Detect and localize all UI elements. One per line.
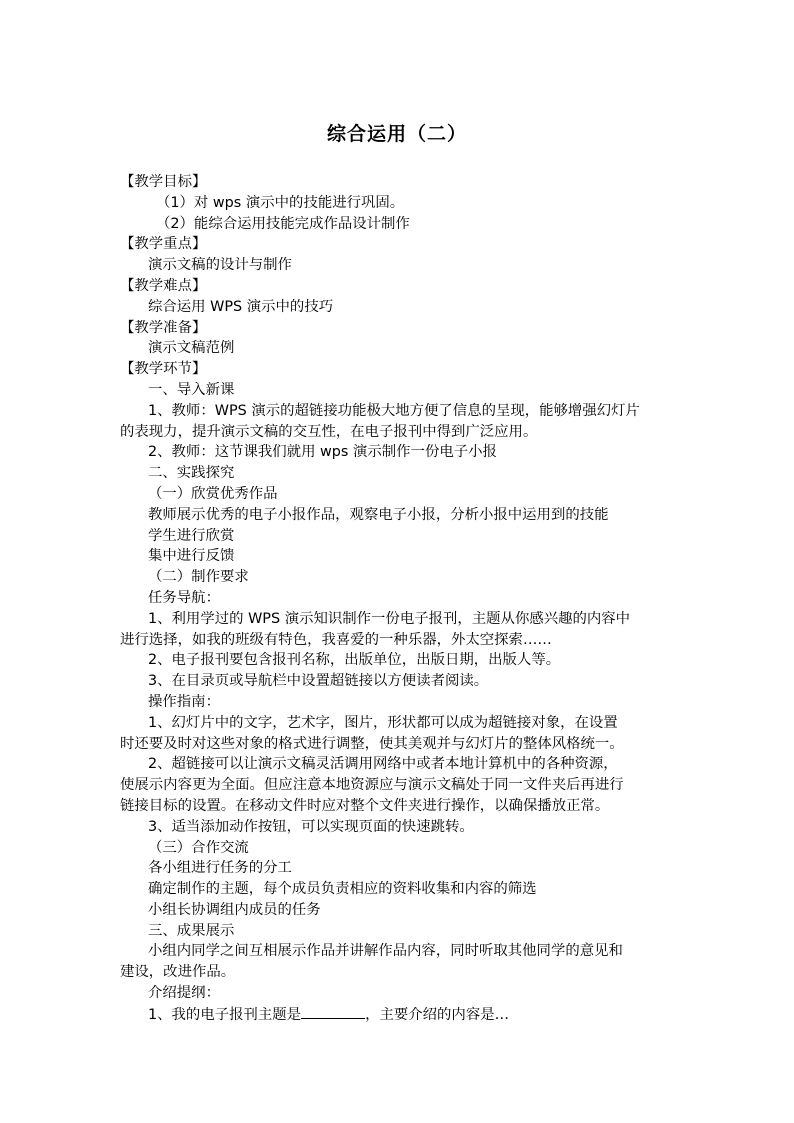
text-line: 演示文稿范例 [148, 340, 235, 357]
text-line: 建设，改进作品。 [120, 964, 236, 981]
section-heading: 【教学重点】 [120, 236, 207, 253]
text-line: 3、在目录页或导航栏中设置超链接以方便读者阅读。 [148, 673, 489, 690]
text-line: 时还要及时对这些对象的格式进行调整，使其美观并与幻灯片的整体风格统一。 [120, 735, 624, 752]
text-line: 3、适当添加动作按钮，可以实现页面的快速跳转。 [148, 818, 474, 835]
text-line: 学生进行欣赏 [148, 527, 235, 544]
text-line: 操作指南： [148, 693, 220, 710]
text-line: 进行选择，如我的班级有特色，我喜爱的一种乐器，外太空探索…… [120, 631, 552, 648]
section-heading: 【教学目标】 [120, 174, 207, 190]
text-line: 演示文稿的设计与制作 [148, 257, 292, 274]
text-line: 2、教师：这节课我们就用 wps 演示制作一份电子小报 [148, 444, 497, 461]
text-line: 2、超链接可以让演示文稿灵活调用网络中或者本地计算机中的各种资源， [148, 756, 618, 773]
section-heading: 【教学难点】 [120, 277, 207, 294]
text-line: 的表现力，提升演示文稿的交互性，在电子报刊中得到广泛应用。 [120, 423, 538, 440]
text-line: 2、电子报刊要包含报刊名称，出版单位，出版日期，出版人等。 [148, 652, 561, 669]
text-line: 介绍提纲： [148, 985, 220, 1002]
text-line: 小组长协调组内成员的任务 [148, 901, 321, 918]
text-line: 三、成果展示 [148, 922, 235, 939]
text-line: 一、导入新课 [148, 381, 235, 398]
text-line: 1、教师：WPS 演示的超链接功能极大地方便了信息的呈现，能够增强幻灯片 [148, 402, 640, 419]
document-title: 综合运用（二） [326, 123, 467, 145]
text-line: 确定制作的主题，每个成员负责相应的资料收集和内容的筛选 [148, 881, 537, 898]
text-line: 各小组进行任务的分工 [148, 860, 292, 877]
section-heading: 【教学环节】 [120, 361, 207, 378]
fill-blank-prefix: 1、我的电子报刊主题是 [148, 1006, 302, 1023]
text-line: （2）能综合运用技能完成作品设计制作 [156, 215, 410, 232]
text-line: 链接目标的设置。在移动文件时应对整个文件夹进行操作，以确保播放正常。 [120, 797, 610, 814]
text-line: （1）对 wps 演示中的技能进行巩固。 [156, 194, 405, 211]
text-line: 教师展示优秀的电子小报作品，观察电子小报，分析小报中运用到的技能 [148, 506, 609, 523]
section-heading: 【教学准备】 [120, 319, 207, 336]
text-line: 使展示内容更为全面。但应注意本地资源应与演示文稿处于同一文件夹后再进行 [120, 777, 624, 794]
text-line: 1、利用学过的 WPS 演示知识制作一份电子报刊，主题从你感兴趣的内容中 [148, 610, 631, 627]
text-line-fill-blank [120, 1004, 680, 1025]
text-line: 1、幻灯片中的文字，艺术字，图片，形状都可以成为超链接对象，在设置 [148, 714, 618, 731]
fill-blank [301, 1004, 365, 1019]
document-body [120, 172, 680, 1025]
text-line: 任务导航： [148, 589, 220, 606]
text-line: （二）制作要求 [148, 569, 249, 586]
text-line: （一）欣赏优秀作品 [148, 485, 278, 502]
fill-blank-suffix: ，主要介绍的内容是… [365, 1006, 509, 1023]
text-line: 二、实践探究 [148, 465, 235, 482]
text-line: 综合运用 WPS 演示中的技巧 [148, 298, 334, 315]
text-line: 集中进行反馈 [148, 548, 235, 565]
text-line: 小组内同学之间互相展示作品并讲解作品内容，同时听取其他同学的意见和 [148, 943, 623, 960]
text-line: （三）合作交流 [148, 839, 249, 856]
